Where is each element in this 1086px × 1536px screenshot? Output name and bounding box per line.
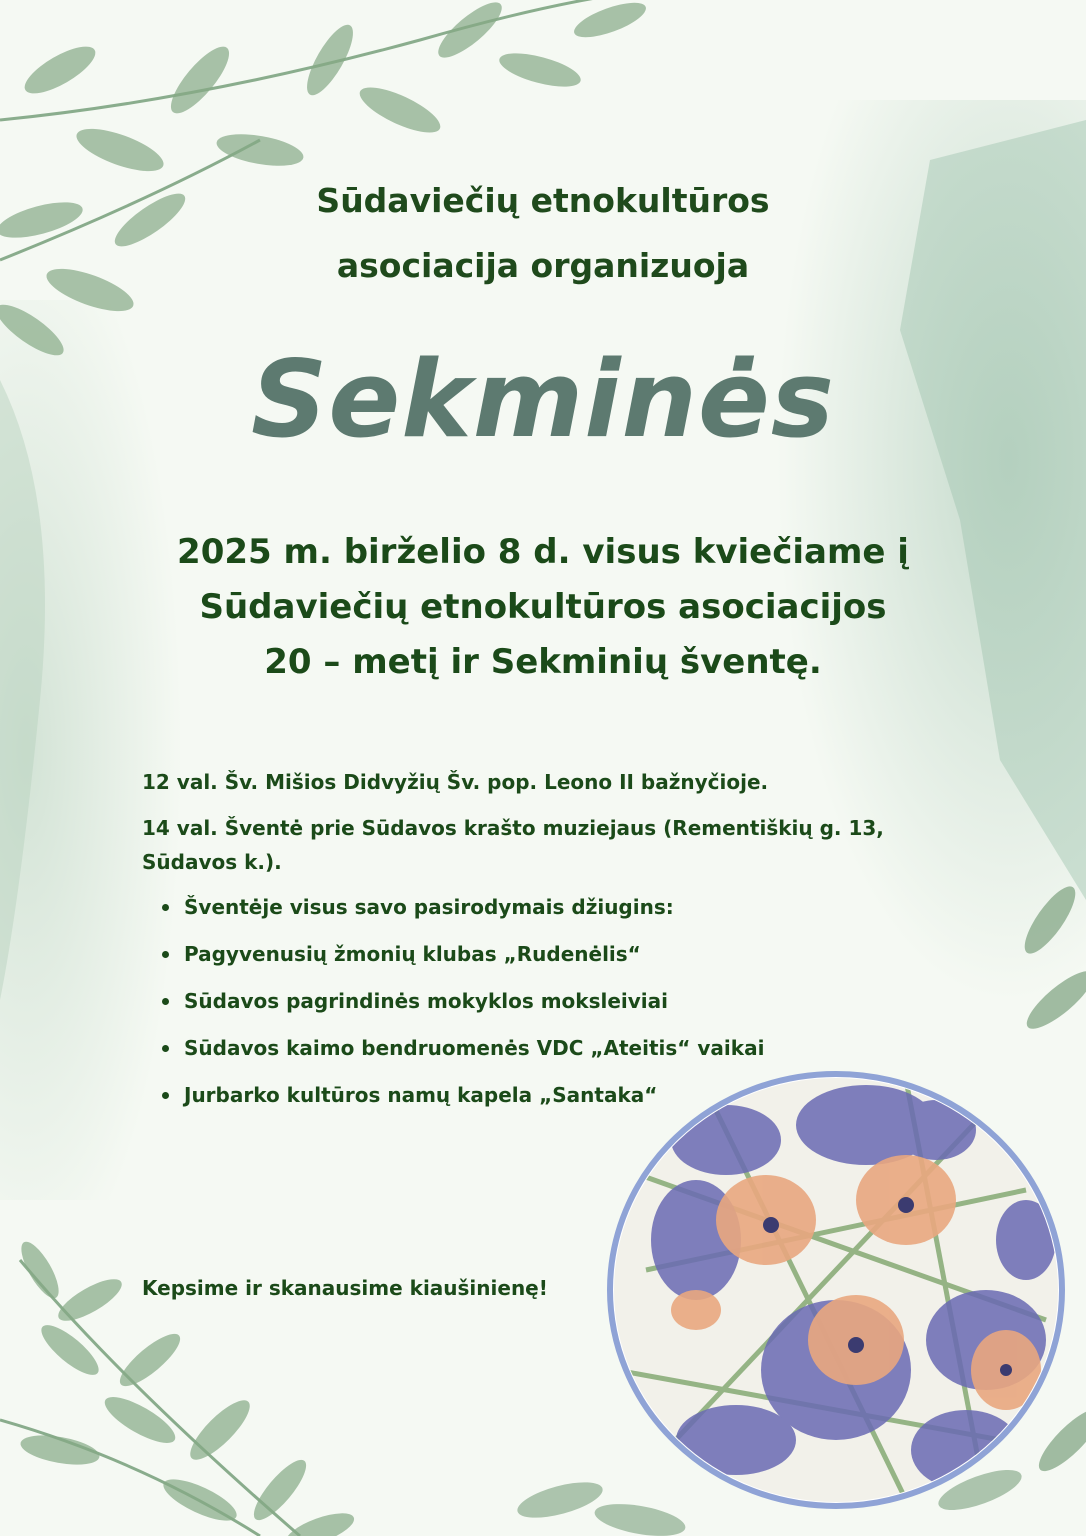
schedule-item-mass: 12 val. Šv. Mišios Didvyžių Šv. pop. Leono II bažnyčioje. xyxy=(142,770,769,794)
invitation-line-1: 2025 m. birželio 8 d. visus kviečiame į xyxy=(177,532,909,572)
list-item: Sūdavos pagrindinės mokyklos moksleiviai xyxy=(160,982,764,1029)
list-item: Sūdavos kaimo bendruomenės VDC „Ateitis“ vaikai xyxy=(160,1029,764,1076)
schedule-item-festival: 14 val. Šventė prie Sūdavos krašto muziejaus (Rementiškių g. 13, Sūdavos k.). xyxy=(142,816,884,874)
list-item: Šventėje visus savo pasirodymais džiugins: xyxy=(160,888,764,935)
list-item: Jurbarko kultūros namų kapela „Santaka“ xyxy=(160,1076,764,1123)
organizer-line-2: asociacija organizuoja xyxy=(336,246,750,285)
invitation-line-3: 20 – metį ir Sekminių šventę. xyxy=(264,642,822,682)
closing-note: Kepsime ir skanausime kiaušinienę! xyxy=(142,1276,548,1300)
schedule xyxy=(142,765,942,891)
organizer-heading xyxy=(0,168,1086,298)
invitation-text xyxy=(0,525,1086,690)
event-title: Sekminės xyxy=(251,338,835,461)
pressed-flowers-image xyxy=(606,1070,1066,1510)
list-item: Pagyvenusių žmonių klubas „Rudenėlis“ xyxy=(160,935,764,982)
organizer-line-1: Sūdaviečių etnokultūros xyxy=(316,181,770,220)
invitation-line-2: Sūdaviečių etnokultūros asociacijos xyxy=(199,587,887,627)
